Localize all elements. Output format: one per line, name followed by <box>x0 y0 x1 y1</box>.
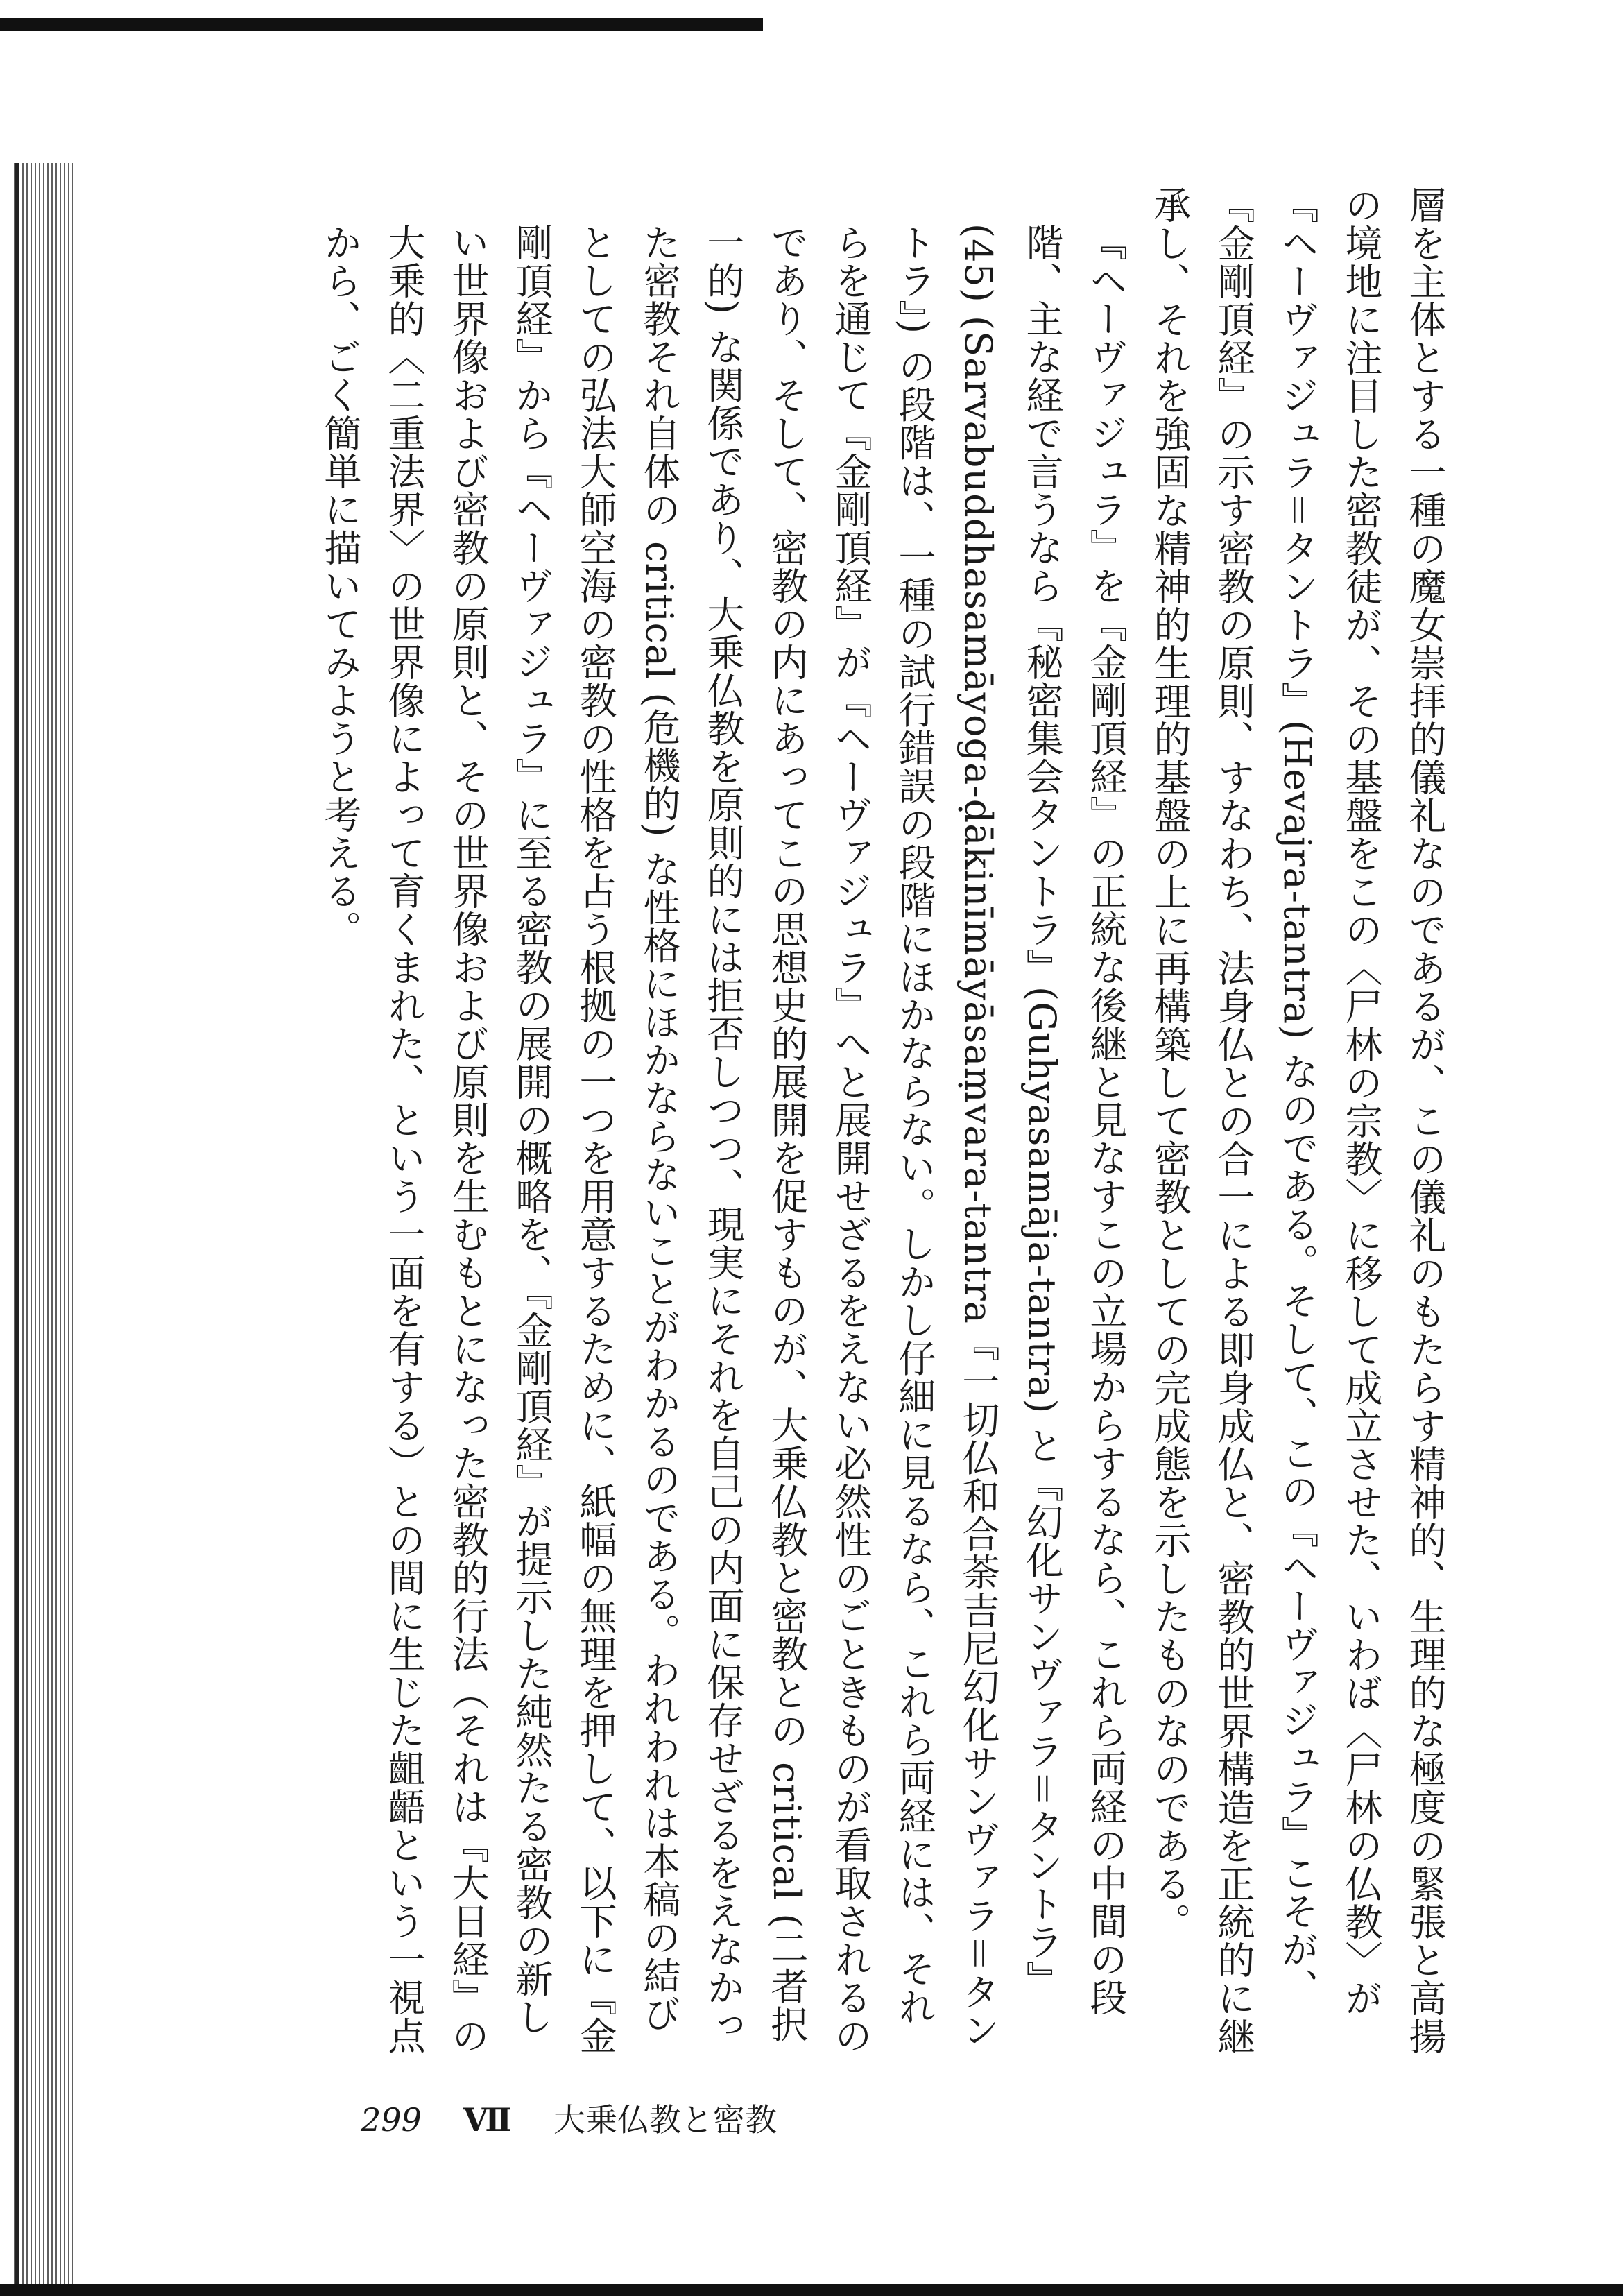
page-number: 299 <box>361 2101 422 2139</box>
page-footer <box>361 2095 777 2141</box>
chapter-title: 大乗仏教と密教 <box>553 2101 777 2139</box>
bottom-scan-border <box>0 2284 1623 2296</box>
vertical-body-text <box>318 186 1457 2059</box>
book-spine-edge <box>15 163 19 2284</box>
book-gutter-shadow <box>14 163 73 2284</box>
top-scan-border <box>0 18 763 31</box>
paragraph: 『ヘーヴァジュラ』を『金剛頂経』の正統な後継と見なすこの立場からするなら、これら両経の中間の段階、主な経で言うなら『秘密集会タントラ』(Guhyasamāja-tantra) と『幻化サンヴァラ＝タントラ』(45) (Sarvabuddhasamāyoga-ḍākinīmāyāsaṃvara-tantra『一切仏和合荼吉尼幻化サンヴァラ＝タントラ』) の段階は、一種の試行錯誤の段階にほかならない。しかし仔細に見るなら、これら両経には、それらを通じて『金剛頂経』が『ヘーヴァジュラ』へと展開せざるをえない必然性のごときものが看取されるのであり、そして、密教の内にあってこの思想史的展開を促すものが、大乗仏教と密教との critical (二者択一的) な関係であり、大乗仏教を原則的には拒否しつつ、現実にそれを自己の内面に保存せざるをえなかった密教それ自体の critical (危機的) な性格にほかならないことがわかるのである。われわれは本稿の結びとしての弘法大師空海の密教の性格を占う根拠の一つを用意するために、紙幅の無理を押して、以下に『金剛頂経』から『ヘーヴァジュラ』に至る密教の展開の概略を、『金剛頂経』が提示した純然たる密教の新しい世界像および密教の原則と、その世界像および原則を生むもとになった密教的行法（それは『大日経』の大乗的〈二重法界〉の世界像によって育くまれた、という一面を有する）との間に生じた齟齬という一視点から、ごく簡単に描いてみようと考える。 <box>318 223 1128 2055</box>
chapter-number: Ⅶ <box>463 2101 512 2139</box>
paragraph: 層を主体とする一種の魔女崇拝的儀礼なのであるが、この儀礼のもたらす精神的、生理的な極度の緊張と高揚の境地に注目した密教徒が、その基盤をこの〈尸林の宗教〉に移して成立させた、いわば〈尸林の仏教〉が『ヘーヴァジュラ＝タントラ』(Hevajra-tantra) なのである。そして、この『ヘーヴァジュラ』こそが、『金剛頂経』の示す密教の原則、すなわち、法身仏との合一による即身成仏と、密教的世界構造を正統的に継承し、それを強固な精神的生理的基盤の上に再構築して密教としての完成態を示したものなのである。 <box>1148 186 1447 2055</box>
